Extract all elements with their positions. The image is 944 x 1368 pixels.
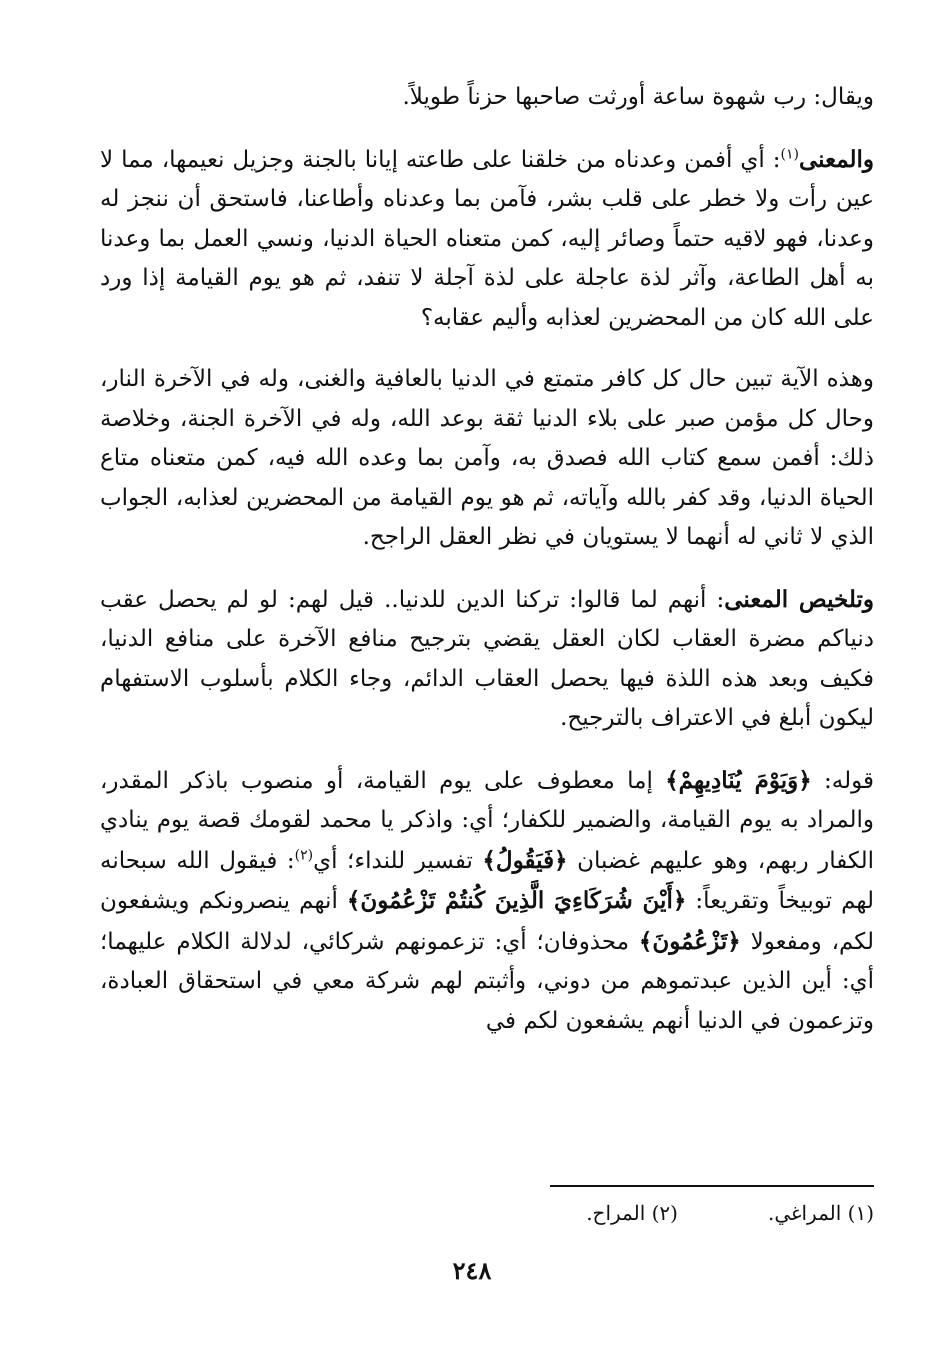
- footnote-divider: [550, 1185, 874, 1187]
- paragraph-4-lead: وتلخيص المعنى: [724, 585, 875, 613]
- paragraph-5-part-3: تفسير للنداء؛ أي: [313, 847, 483, 874]
- page-body: [100, 78, 874, 1063]
- paragraph-2-lead: والمعنى: [798, 145, 874, 173]
- quran-quote-1: ﴿وَيَوْمَ يُنَادِيهِمْ﴾: [665, 766, 812, 794]
- paragraph-3: [100, 360, 874, 558]
- paragraph-4: [100, 580, 874, 739]
- footnote-ref-1: (١): [780, 145, 799, 162]
- paragraph-5-part-4: : فيقول الله سبحانه لهم توبيخاً وتقريعاً:: [100, 847, 874, 914]
- paragraph-5-part-1: قوله:: [811, 767, 874, 794]
- paragraph-3-text: وهذه الآية تبين حال كل كافر متمتع في الدنيا بالعافية والغنى، وله في الآخرة النار، وحال كل مؤمن صبر على بلاء الدنيا ثقة بوعد الله، وله في الآخرة الجنة، وخلاصة ذلك: أفمن سمع كتاب الله فصدق به، وآمن بما وعده الله فيه، كمن متعناه متاع الحياة الدنيا، وقد كفر بالله وآياته، ثم هو يوم القيامة من المحضرين لعذابه، الجواب الذي لا ثاني له أنهما لا يستويان في نظر العقل الراجح.: [100, 366, 874, 550]
- quran-quote-3: ﴿أَيْنَ شُرَكَاءِيَ الَّذِينَ كُنتُمْ تَزْعُمُونَ﴾: [346, 887, 687, 914]
- paragraph-5-part-5: أنهم ينصرونكم ويشفعون لكم، ومفعولا: [100, 888, 875, 955]
- quran-quote-4: ﴿تَزْعُمُونَ﴾: [638, 927, 741, 955]
- footnote-ref-2: (٢): [294, 846, 314, 863]
- paragraph-5-part-6: محذوفان؛ أي: تزعمونهم شركائي، لدلالة الكلام عليهما؛ أي: أين الذين عبدتموهم من دوني، وأثبتم لهم شركة معي في استحقاق العبادة، وتزعمون في الدنيا أنهم يشفعون لكم في: [100, 928, 874, 1034]
- page-number: ٢٤٨: [452, 1256, 492, 1285]
- footnote-2: (٢) المراح.: [586, 1201, 678, 1225]
- paragraph-2-text: : أي أفمن وعدناه من خلقنا على طاعته إيانا بالجنة وجزيل نعيمها، مما لا عين رأت ولا خطر على قلب بشر، فآمن بما وعدناه وأطاعنا، فاستحق أن ننجز له وعدنا، فهو لاقيه حتماً وصائر إليه، كمن متعناه الحياة الدنيا، ونسي العمل بما وعدنا به أهل الطاعة، وآثر لذة عاجلة على لذة آجلة لا تنفد، ثم هو يوم القيامة إذا ورد على الله كان من المحضرين لعذابه وأليم عقابه؟: [100, 146, 874, 331]
- paragraph-2: [100, 140, 874, 339]
- quran-quote-2: ﴿فَيَقُولُ﴾: [482, 846, 568, 874]
- paragraph-5: [100, 761, 874, 1042]
- footnote-1: (١) المراغي.: [767, 1201, 874, 1225]
- footnotes: [100, 1199, 874, 1227]
- paragraph-1: [100, 78, 874, 118]
- paragraph-4-text: : أنهم لما قالوا: تركنا الدين للدنيا.. قيل لهم: لو لم يحصل عقب دنياكم مضرة العقاب لكان العقل يقضي بترجيح منافع الآخرة على منافع الدنيا، فكيف وبعد هذه اللذة فيها يحصل العقاب الدائم، وجاء الكلام بأسلوب الاستفهام ليكون أبلغ في الاعتراف بالترجيح.: [100, 586, 874, 731]
- paragraph-1-text: ويقال: رب شهوة ساعة أورثت صاحبها حزناً طويلاً.: [402, 84, 874, 110]
- paragraph-5-part-2: إما معطوف على يوم القيامة، أو منصوب باذكر المقدر، والمراد به يوم القيامة، والضمير للكفار؛ أي: واذكر يا محمد لقومك قصة يوم ينادي الكفار ربهم، وهو عليهم غضبان: [100, 767, 874, 874]
